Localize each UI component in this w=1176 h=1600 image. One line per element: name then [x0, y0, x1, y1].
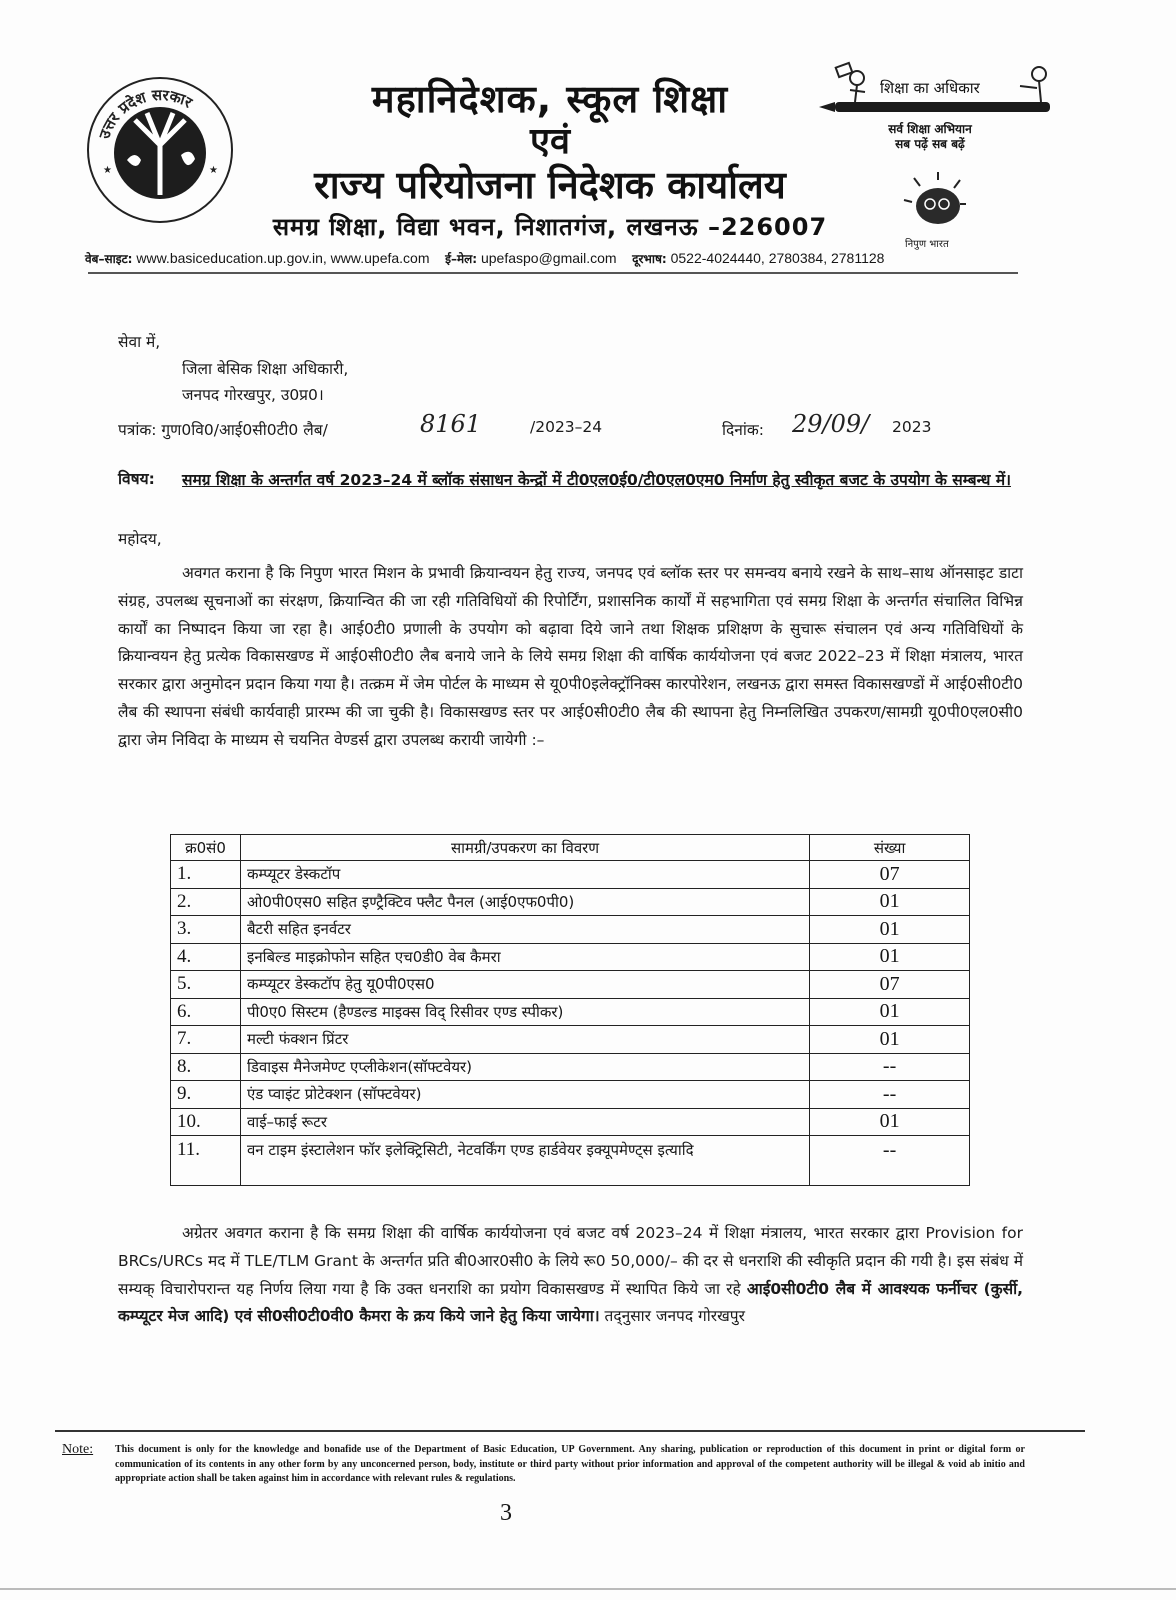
reference-number: 8161 — [420, 410, 482, 438]
website-value[interactable]: www.basiceducation.up.gov.in, www.upefa.com — [136, 250, 430, 266]
row-quantity: 01 — [810, 1026, 970, 1054]
note-text: This document is only for the knowledge and bonafide use of the Department of Basic Education, UP Government. Any sharing, publication or reproduction of this document in print or digital form or communication of its contents in any other form by any unconcerned person, body, institute or third party without prior information and approval of the competent authority will be illegal & void ab initio and appropriate action shall be taken against him in accordance with relevant rules & regulations. — [115, 1444, 1025, 1484]
office-address: समग्र शिक्षा, विद्या भवन, निशातगंज, लखनऊ –226007 — [272, 213, 828, 241]
paragraph-2-bold: आई0सी0टी0 लैब में आवश्यक फर्नीचर (कुर्सी, कम्प्यूटर मेज आदि) एवं सी0सी0टी0वी0 कैमरा के क्रय किये जाने हेतु किया जायेगा। — [118, 1279, 1024, 1326]
row-description: इनबिल्ड माइक्रोफोन सहित एच0डी0 वेब कैमरा — [240, 943, 809, 971]
row-description: वाई–फाई रूटर — [240, 1108, 809, 1136]
equipment-table — [170, 834, 970, 1186]
reference-label: पत्रांक: गुण0वि0/आई0सी0टी0 लैब/ — [118, 421, 328, 439]
subject-label: विषय: — [118, 470, 155, 488]
row-description: डिवाइस मैनेजमेण्ट एप्लीकेशन(सॉफ्टवेयर) — [240, 1053, 809, 1081]
note-label: Note: — [62, 1442, 94, 1457]
reference-year: /2023–24 — [530, 418, 603, 436]
row-description: ओ0पी0एस0 सहित इण्ट्रैक्टिव फ्लैट पैनल (आई0एफ0पी0) — [240, 888, 809, 916]
table-row — [171, 943, 970, 971]
row-description: मल्टी फंक्शन प्रिंटर — [240, 1026, 809, 1054]
table-header-row — [171, 835, 970, 861]
row-quantity: -- — [810, 1081, 970, 1109]
table-row — [171, 888, 970, 916]
row-sn: 4. — [171, 943, 241, 971]
row-quantity: 07 — [810, 971, 970, 999]
ssa-line2: सब पढ़ें सब बढ़ें — [895, 137, 965, 151]
row-sn: 9. — [171, 1081, 241, 1109]
row-quantity: -- — [810, 1136, 970, 1186]
paragraph-2-text: अग्रेतर अवगत कराना है कि समग्र शिक्षा की वार्षिक कार्ययोजना एवं बजट वर्ष 2023–24 में शिक्षा मंत्रालय, भारत सरकार द्वारा Provision for BRCs/URCs मद में TLE/TLM Grant के अन्तर्गत प्रति बी0आर0सी0 के लिये रू0 50,000/– की दर से धनराशि की स्वीकृति प्रदान की गयी है। इस संबंध में सम्यक् विचारोपरान्त यह निर्णय लिया गया है कि उक्त धनराशि का प्रयोग विकासखण्ड में स्थापित किये जा रहे — [118, 1224, 1023, 1298]
recipient-line1: जिला बेसिक शिक्षा अधिकारी, — [182, 360, 349, 378]
greeting: महोदय, — [118, 530, 162, 548]
scan-edge — [0, 1588, 1176, 1590]
rte-logo-text: शिक्षा का अधिकार — [880, 79, 980, 97]
row-sn: 2. — [171, 888, 241, 916]
row-quantity: 01 — [810, 916, 970, 944]
table-row — [171, 1108, 970, 1136]
recipient-line2: जनपद गोरखपुर, उ0प्र0। — [182, 386, 324, 404]
row-sn: 1. — [171, 861, 241, 889]
date-year: 2023 — [892, 418, 932, 436]
header-serial-number: क्र0सं0 — [171, 835, 241, 861]
website-label: वेब–साइट: — [85, 252, 133, 266]
table-row — [171, 1053, 970, 1081]
svg-text:★: ★ — [209, 165, 218, 176]
contact-line — [85, 250, 1025, 267]
row-sn: 5. — [171, 971, 241, 999]
svg-text:उत्तर प्रदेश सरकार: उत्तर प्रदेश सरकार — [95, 85, 196, 142]
header-quantity: संख्या — [810, 835, 970, 861]
phone-value: 0522-4024440, 2780384, 2781128 — [670, 250, 885, 266]
ssa-tagline — [860, 122, 1000, 152]
office-title-line1: महानिदेशक, स्कूल शिक्षा — [371, 77, 729, 121]
nipun-bharat-text: निपुण भारत — [905, 239, 949, 250]
row-quantity: 01 — [810, 888, 970, 916]
row-description: कम्प्यूटर डेस्कटॉप — [240, 861, 809, 889]
table-row — [171, 971, 970, 999]
footer-divider — [55, 1430, 1085, 1432]
row-description: वन टाइम इंस्टालेशन फॉर इलेक्ट्रिसिटी, नेटवर्किंग एण्ड हार्डवेयर इक्यूपमेण्ट्स इत्यादि — [240, 1136, 809, 1186]
table-row — [171, 1026, 970, 1054]
paragraph-1: अवगत कराना है कि निपुण भारत मिशन के प्रभावी क्रियान्वयन हेतु राज्य, जनपद एवं ब्लॉक स्तर पर समन्वय बनाये रखने के साथ–साथ ऑनसाइट डाटा संग्रह, उपलब्ध सूचनाओं का संरक्षण, क्रियान्वित की जा रही गतिविधियों की रिपोर्टिंग, प्रशासनिक कार्यों में सहभागिता एवं समग्र शिक्षा के अन्तर्गत संचालित विभिन्न कार्यों का निष्पादन किया जा रहा है। आई0टी0 प्रणाली के उपयोग को बढ़ावा दिये जाने तथा शिक्षक प्रशिक्षण के सुचारू संचालन एवं अन्य गतिविधियों के क्रियान्वयन हेतु प्रत्येक विकासखण्ड में आई0सी0टी0 लैब बनाये जाने के लिये समग्र शिक्षा की वार्षिक कार्ययोजना एवं बजट 2022–23 में शिक्षा मंत्रालय, भारत सरकार द्वारा अनुमोदन प्रदान किया गया है। तत्क्रम में जेम पोर्टल के माध्यम से यू0पी0इलेक्ट्रॉनिक्स कारपोरेशन, लखनऊ द्वारा समस्त विकासखण्डों में आई0सी0टी0 लैब की स्थापना संबंधी कार्यवाही प्रारम्भ की जा चुकी है। विकासखण्ड स्तर पर आई0सी0टी0 लैब की स्थापना हेतु निम्नलिखित उपकरण/सामग्री यू0पी0एल0सी0 द्वारा जेम निविदा के माध्यम से चयनित वेण्डर्स द्वारा उपलब्ध करायी जायेगी :– — [118, 564, 1023, 749]
up-government-emblem-icon — [85, 75, 235, 225]
row-description: पी0ए0 सिस्टम (हैण्डल्ड माइक्स विद् रिसीवर एण्ड स्पीकर) — [240, 998, 809, 1026]
row-sn: 3. — [171, 916, 241, 944]
nipun-bharat-logo-icon — [900, 170, 970, 230]
table-row — [171, 916, 970, 944]
date-label: दिनांक: — [722, 421, 764, 439]
row-sn: 11. — [171, 1136, 241, 1186]
email-label: ई–मेल: — [445, 252, 478, 266]
date-handwritten: 29/09/ — [792, 410, 870, 438]
office-title-line3: राज्य परियोजना निदेशक कार्यालय — [314, 163, 786, 207]
row-quantity: 01 — [810, 943, 970, 971]
subject-text: समग्र शिक्षा के अन्तर्गत वर्ष 2023–24 में ब्लॉक संसाधन केन्द्रों में टी0एल0ई0/टी0एल0एम0 निर्माण हेतु स्वीकृत बजट के उपयोग के सम्बन्ध में। — [182, 471, 1011, 489]
phone-label: दूरभाष: — [632, 252, 667, 266]
row-quantity: 01 — [810, 998, 970, 1026]
row-quantity: 07 — [810, 861, 970, 889]
table-row — [171, 1136, 970, 1186]
row-description: एंड प्वाइंट प्रोटेक्शन (सॉफ्टवेयर) — [240, 1081, 809, 1109]
row-sn: 8. — [171, 1053, 241, 1081]
ssa-line1: सर्व शिक्षा अभियान — [888, 122, 972, 136]
row-sn: 7. — [171, 1026, 241, 1054]
table-row — [171, 861, 970, 889]
header-divider — [88, 272, 1018, 274]
paragraph-2 — [118, 1220, 1023, 1331]
row-description: कम्प्यूटर डेस्कटॉप हेतु यू0पी0एस0 — [240, 971, 809, 999]
table-row — [171, 1081, 970, 1109]
office-title-line2: एवं — [530, 121, 570, 162]
row-quantity: 01 — [810, 1108, 970, 1136]
header-description: सामग्री/उपकरण का विवरण — [240, 835, 809, 861]
svg-text:★: ★ — [103, 165, 112, 176]
table-row — [171, 998, 970, 1026]
email-value[interactable]: upefaspo@gmail.com — [480, 250, 617, 266]
salutation-to: सेवा में, — [118, 333, 161, 351]
row-description: बैटरी सहित इनर्वटर — [240, 916, 809, 944]
row-quantity: -- — [810, 1053, 970, 1081]
paragraph-2-continuation: तद्नुसार जनपद गोरखपुर — [599, 1307, 745, 1326]
row-sn: 6. — [171, 998, 241, 1026]
row-sn: 10. — [171, 1108, 241, 1136]
page-number: 3 — [500, 1500, 512, 1526]
